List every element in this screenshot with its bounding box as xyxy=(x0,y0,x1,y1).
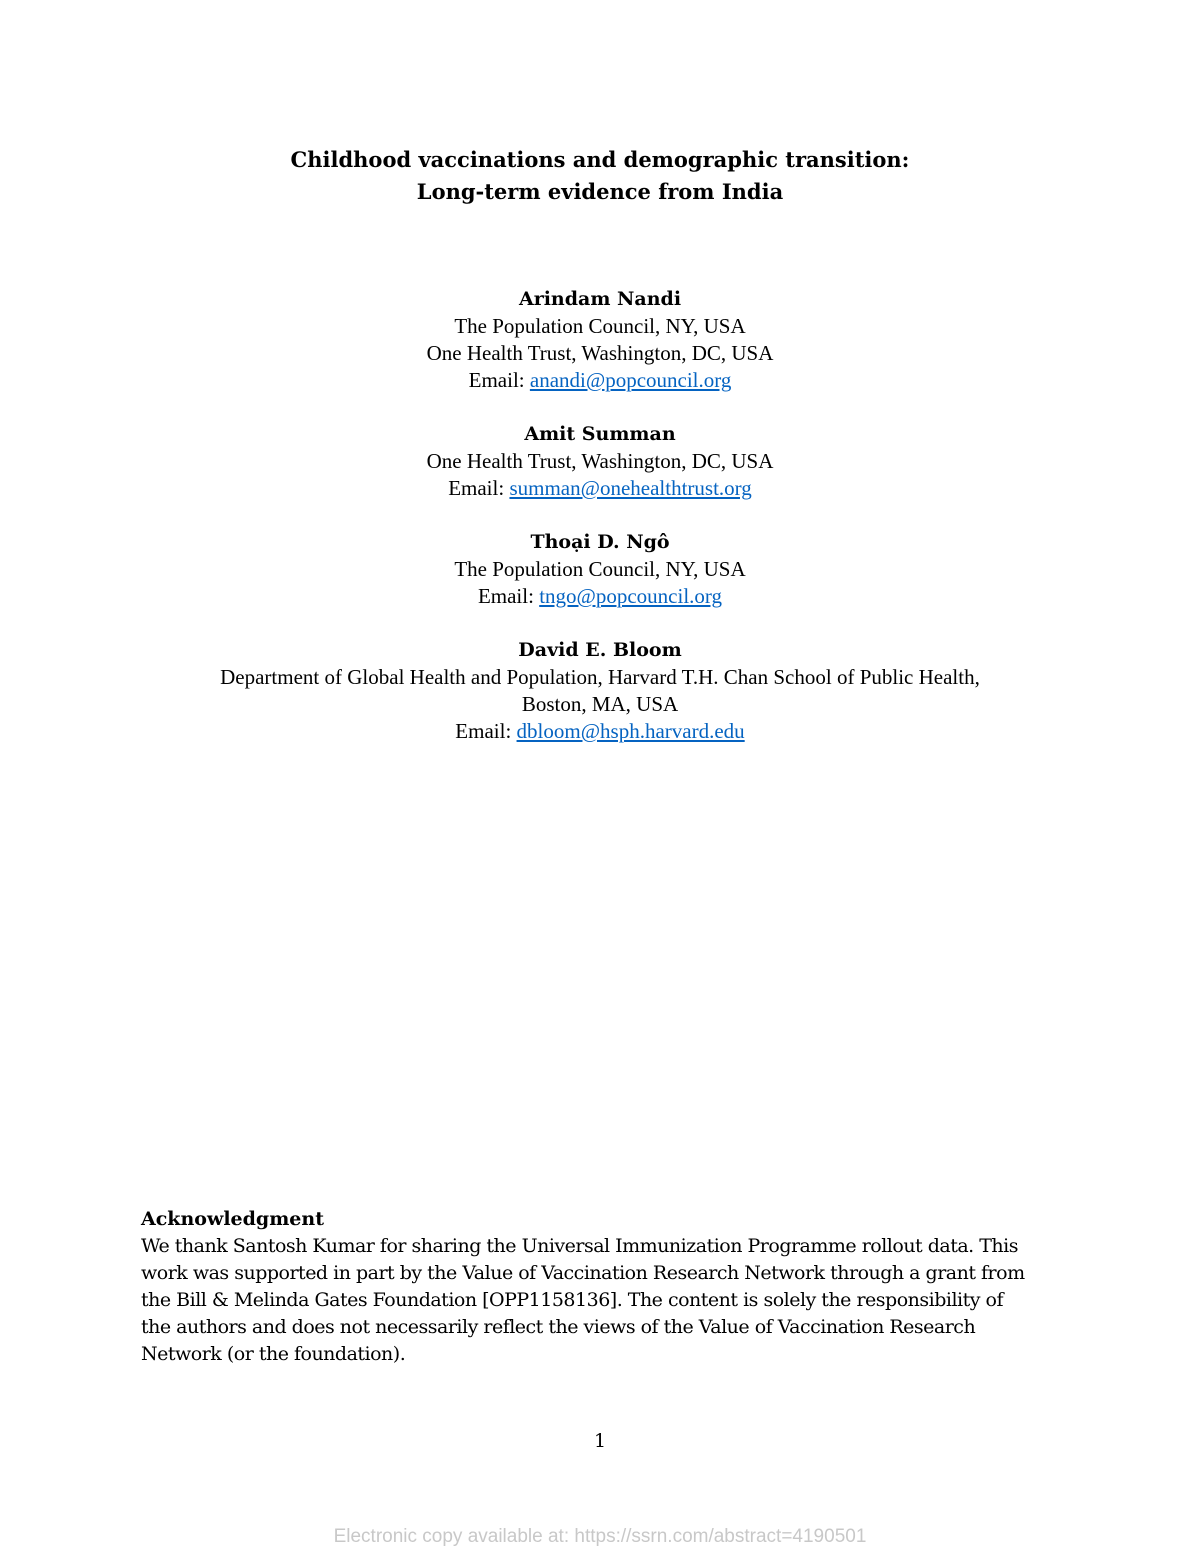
author-block xyxy=(0,529,1200,610)
email-label: Email: xyxy=(455,719,517,743)
author-email-line xyxy=(0,583,1200,610)
author-affiliation: Boston, MA, USA xyxy=(521,692,679,716)
author-name: Thoại D. Ngô xyxy=(530,531,670,553)
author-name: Amit Summan xyxy=(524,423,676,445)
acknowledgment-section xyxy=(141,1206,1061,1368)
acknowledgment-heading: Acknowledgment xyxy=(141,1208,324,1230)
acknowledgment-line: We thank Santosh Kumar for sharing the Universal Immunization Programme rollout data. This xyxy=(141,1235,1019,1257)
acknowledgment-line: Network (or the foundation). xyxy=(141,1343,406,1365)
title-line-1: Childhood vaccinations and demographic transition: xyxy=(290,147,910,172)
author-email-link[interactable]: summan@onehealthtrust.org xyxy=(509,476,752,500)
email-label: Email: xyxy=(468,368,530,392)
author-block xyxy=(0,421,1200,502)
author-list xyxy=(0,286,1200,772)
acknowledgment-line: the authors and does not necessarily reflect the views of the Value of Vaccination Research xyxy=(141,1316,976,1338)
acknowledgment-body xyxy=(141,1233,1061,1368)
author-email-link[interactable]: tngo@popcouncil.org xyxy=(539,584,723,608)
acknowledgment-line: the Bill & Melinda Gates Foundation [OPP1158136]. The content is solely the responsibility of xyxy=(141,1289,1003,1311)
author-email-line xyxy=(0,718,1200,745)
author-affiliation: One Health Trust, Washington, DC, USA xyxy=(426,449,774,473)
author-affiliation: The Population Council, NY, USA xyxy=(454,557,746,581)
email-label: Email: xyxy=(477,584,540,608)
author-name: David E. Bloom xyxy=(518,639,682,661)
title-line-2: Long-term evidence from India xyxy=(416,179,784,204)
page-number: 1 xyxy=(593,1430,607,1452)
author-email-line xyxy=(0,475,1200,502)
author-email-link[interactable]: dbloom@hsph.harvard.edu xyxy=(516,719,745,743)
ssrn-footer: Electronic copy available at: https://ssrn.com/abstract=4190501 xyxy=(333,1526,867,1547)
author-name: Arindam Nandi xyxy=(518,288,682,310)
author-email-line xyxy=(0,367,1200,394)
paper-title xyxy=(0,144,1200,208)
acknowledgment-line: work was supported in part by the Value of Vaccination Research Network through a grant from xyxy=(141,1262,1025,1284)
author-affiliation: One Health Trust, Washington, DC, USA xyxy=(426,341,774,365)
author-block xyxy=(0,637,1200,745)
author-block xyxy=(0,286,1200,394)
email-label: Email: xyxy=(448,476,510,500)
author-affiliation: The Population Council, NY, USA xyxy=(454,314,746,338)
author-email-link[interactable]: anandi@popcouncil.org xyxy=(529,368,732,392)
author-affiliation: Department of Global Health and Population, Harvard T.H. Chan School of Public Health, xyxy=(220,665,980,689)
